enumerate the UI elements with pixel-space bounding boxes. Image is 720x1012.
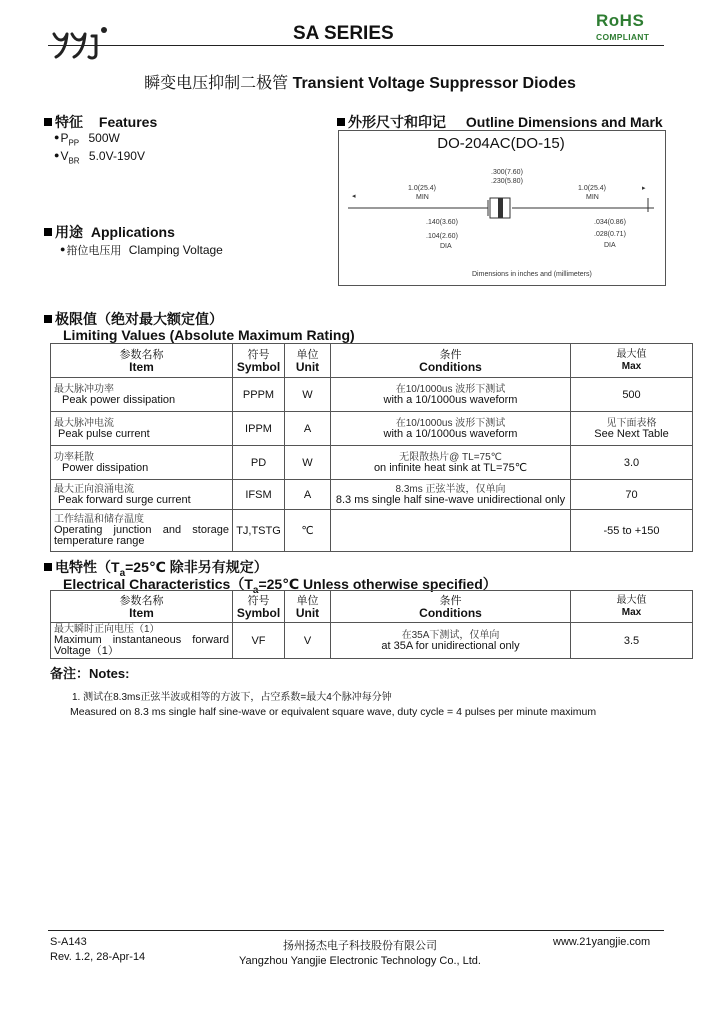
dim-dia-body-1: .140(3.60) — [426, 219, 458, 226]
footer-rule — [48, 930, 664, 931]
header-unit: 单位 Unit — [285, 591, 331, 623]
row-conditions: 在35A下测试，仅单向 at 35A for unidirectional only — [331, 623, 571, 659]
application-item — [60, 242, 223, 258]
row-conditions: 在10/1000us 波形下测试 with a 10/1000us waveform — [331, 378, 571, 412]
header-max: 最大值 Max — [571, 591, 693, 623]
revision: Rev. 1.2, 28-Apr-14 — [50, 951, 146, 963]
outline-heading-zh: 外形尺寸和印记 — [348, 114, 446, 130]
vbr-value: 5.0V-190V — [88, 149, 145, 163]
table-row — [51, 480, 693, 510]
arrow-left-icon: ◂ — [352, 193, 356, 200]
arrow-right-icon: ▸ — [642, 185, 646, 192]
applications-heading-zh: 用途 — [55, 224, 83, 240]
dim-lead-right-2: MIN — [586, 194, 599, 201]
row-unit: A — [285, 480, 331, 510]
row-unit: W — [285, 446, 331, 480]
features-heading — [44, 112, 157, 132]
bullet-icon: ● — [60, 244, 66, 254]
website-link[interactable]: www.21yangjie.com — [553, 936, 651, 948]
feature-vbr — [54, 149, 145, 165]
row-max: 500 — [571, 378, 693, 412]
ppp-subscript: PP — [68, 138, 80, 148]
row-param: 工作结温和储存温度 Operating junction and storage temperature range — [51, 510, 233, 552]
header-rule — [48, 45, 664, 46]
dim-lead-left-2: MIN — [416, 194, 429, 201]
row-symbol: TJ,TSTG — [233, 510, 285, 552]
application-item-en: Clamping Voltage — [128, 243, 223, 257]
header-item: 参数名称 Item — [51, 591, 233, 623]
company-name-en: Yangzhou Yangjie Electronic Technology Co., Ltd. — [239, 955, 481, 967]
header-conditions: 条件 Conditions — [331, 591, 571, 623]
header-conditions: 条件 Conditions — [331, 344, 571, 378]
series-title: SA SERIES — [293, 23, 394, 44]
table-row — [51, 510, 693, 552]
document-title — [0, 70, 720, 93]
row-max: -55 to +150 — [571, 510, 693, 552]
electrical-table — [50, 590, 693, 659]
square-bullet-icon — [337, 118, 345, 126]
row-symbol: IPPM — [233, 412, 285, 446]
row-max: 3.0 — [571, 446, 693, 480]
feature-ppp — [54, 131, 120, 147]
title-en: Transient Voltage Suppressor Diodes — [292, 75, 576, 92]
features-heading-en: Features — [98, 114, 158, 130]
header-item: 参数名称 Item — [51, 344, 233, 378]
table-row — [51, 623, 693, 659]
table-header-row — [51, 344, 693, 378]
limiting-values-table — [50, 343, 693, 552]
note-1-en: Measured on 8.3 ms single half sine-wave or equivalent square wave, duty cycle = 4 pulses per minute maximum — [70, 706, 597, 718]
square-bullet-icon — [44, 315, 52, 323]
outline-heading — [337, 112, 663, 132]
row-unit: W — [285, 378, 331, 412]
company-logo — [50, 24, 112, 60]
dim-dia-body-3: DIA — [440, 243, 452, 250]
dim-dia-lead-3: DIA — [604, 242, 616, 249]
outline-heading-en: Outline Dimensions and Mark — [465, 114, 663, 130]
dim-dia-body-2: .104(2.60) — [426, 233, 458, 240]
header-symbol: 符号 Symbol — [233, 344, 285, 378]
row-max: 70 — [571, 480, 693, 510]
table-header-row — [51, 591, 693, 623]
row-conditions: 无限散热片@ TL=75℃ on infinite heat sink at TL=75℃ — [331, 446, 571, 480]
ppp-symbol: P — [60, 131, 69, 145]
row-conditions: 在10/1000us 波形下测试 with a 10/1000us waveform — [331, 412, 571, 446]
square-bullet-icon — [44, 228, 52, 236]
features-heading-zh: 特征 — [55, 114, 83, 130]
limiting-heading-zh-text: 极限值（绝对最大额定值） — [55, 311, 223, 327]
electrical-heading-zh: 电特性（$T_a=25℃$ 除非另有规定） — [44, 557, 268, 579]
row-symbol: PPPM — [233, 378, 285, 412]
header-symbol: 符号 Symbol — [233, 591, 285, 623]
outline-drawing — [338, 160, 664, 284]
row-symbol: IFSM — [233, 480, 285, 510]
row-symbol: PD — [233, 446, 285, 480]
table-row — [51, 378, 693, 412]
title-zh: 瞬变电压抑制二极管 — [144, 75, 289, 92]
application-item-zh: 箝位电压用 — [66, 245, 122, 257]
ppp-value: 500W — [88, 131, 120, 145]
header-max: 最大值 Max — [571, 344, 693, 378]
dim-dia-lead-2: .028(0.71) — [594, 231, 626, 238]
row-param: 功率耗散 Power dissipation — [51, 446, 233, 480]
vbr-subscript: BR — [68, 156, 80, 166]
dim-lead-left-1: 1.0(25.4) — [408, 185, 437, 192]
dim-lead-right-1: 1.0(25.4) — [578, 185, 607, 192]
limiting-heading-en: Limiting Values (Absolute Maximum Rating) — [63, 327, 355, 343]
bullet-icon: ● — [54, 150, 60, 160]
dim-body-1: .300(7.60) — [491, 169, 523, 176]
dim-body-2: .230(5.80) — [491, 178, 523, 185]
dim-dia-lead-1: .034(0.86) — [594, 219, 626, 226]
header-unit: 单位 Unit — [285, 344, 331, 378]
rohs-mark: RoHS — [596, 11, 645, 30]
square-bullet-icon — [44, 563, 52, 571]
applications-heading — [44, 222, 175, 242]
bullet-icon: ● — [54, 132, 60, 142]
applications-heading-en: Applications — [90, 224, 175, 240]
table-row — [51, 446, 693, 480]
notes-heading: 备注：Notes: — [50, 666, 130, 681]
electrical-heading-en: Electrical $Characteristics(T_a=25℃$ Unless otherwise specified） — [63, 576, 497, 596]
row-conditions: 8.3ms 正弦半波，仅单向 8.3 ms single half sine-wave unidirectional only — [331, 480, 571, 510]
dim-note: Dimensions in inches and (millimeters) — [472, 271, 592, 278]
row-unit: ℃ — [285, 510, 331, 552]
row-param: 最大脉冲功率 Peak power dissipation — [51, 378, 233, 412]
row-param: 最大正向浪涌电流 Peak forward surge current — [51, 480, 233, 510]
limiting-heading-zh — [44, 309, 223, 329]
row-param: 最大瞬时正向电压（1） Maximum instantaneous forward Voltage（1） — [51, 623, 233, 659]
row-max: 见下面表格 See Next Table — [571, 412, 693, 446]
row-unit: V — [285, 623, 331, 659]
note-1-zh: 1. 测试在8.3ms正弦半波或相等的方波下，占空系数=最大4个脉冲每分钟 — [72, 692, 392, 703]
table-row — [51, 412, 693, 446]
vbr-symbol: V — [60, 149, 69, 163]
package-name: DO-204AC(DO-15) — [437, 135, 565, 152]
company-name-zh: 扬州扬杰电子科技股份有限公司 — [283, 940, 437, 952]
row-conditions — [331, 510, 571, 552]
doc-number: S-A143 — [50, 936, 87, 948]
row-symbol: VF — [233, 623, 285, 659]
row-param: 最大脉冲电流 Peak pulse current — [51, 412, 233, 446]
rohs-compliant: COMPLIANT — [596, 32, 650, 42]
row-unit: A — [285, 412, 331, 446]
cathode-band — [498, 198, 503, 218]
row-max: 3.5 — [571, 623, 693, 659]
square-bullet-icon — [44, 118, 52, 126]
